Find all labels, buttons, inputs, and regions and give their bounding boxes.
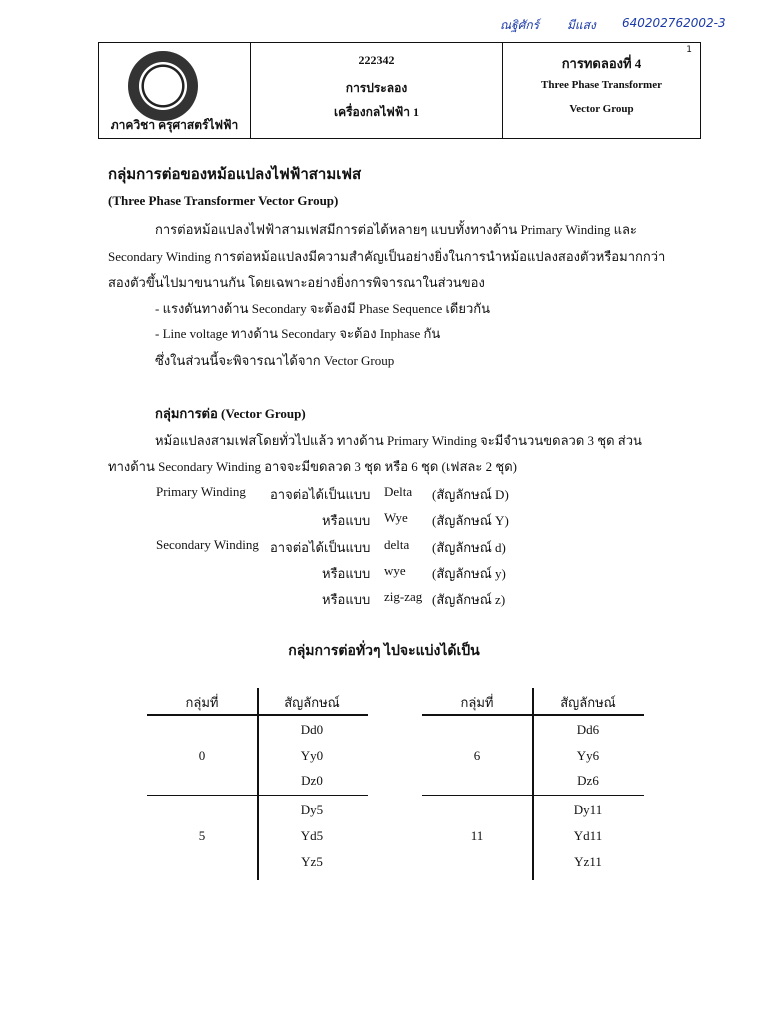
left-symbol-yy0: Yy0 (300, 748, 324, 763)
left-symbol-dd0: Dd0 (300, 722, 324, 737)
secondary-can-be: อาจต่อได้เป็นแบบ (270, 540, 371, 555)
right-symbol-yy6: Yy6 (576, 748, 600, 763)
primary-winding-label: Primary Winding (156, 484, 246, 499)
secondary-type-delta: delta (384, 537, 410, 552)
section1-para-line2: Secondary Winding การต่อหม้อแปลงมีความสำคัญเป็นอย่างยิ่งในการนำหม้อแปลงสองตัวหรือมากกว่า (108, 249, 666, 264)
groups-title: กลุ่มการต่อทั่วๆ ไปจะแบ่งได้เป็น (288, 644, 480, 659)
handwritten-name: ณฐิศักร์ (500, 18, 540, 32)
left-symbol-yd5: Yd5 (300, 828, 324, 843)
right-symbol-yz11: Yz11 (574, 854, 602, 869)
right-symbol-dz6: Dz6 (577, 773, 599, 788)
handwritten-student-id: 640202762002-3 (622, 16, 726, 30)
secondary-type-zigzag: zig-zag (384, 589, 423, 604)
right-group-6: 6 (473, 748, 481, 763)
primary-type-delta: Delta (384, 484, 413, 499)
course-line1: การประลอง (345, 81, 408, 95)
left-symbol-dy5: Dy5 (300, 802, 324, 817)
section1-conclusion: ซึ่งในส่วนนี้จะพิจารณาได้จาก Vector Group (155, 353, 395, 368)
section1-title-th: กลุ่มการต่อของหม้อแปลงไฟฟ้าสามเฟส (108, 167, 362, 183)
page-number: 1 (686, 45, 692, 55)
secondary-symbol-d: (สัญลักษณ์ d) (432, 540, 506, 555)
department-label: ภาควิชา ครุศาสตร์ไฟฟ้า (110, 118, 239, 132)
left-col-symbol-header: สัญลักษณ์ (284, 695, 340, 710)
secondary-type-wye: wye (384, 563, 406, 578)
right-col-symbol-header: สัญลักษณ์ (560, 695, 616, 710)
right-symbol-dd6: Dd6 (576, 722, 600, 737)
right-symbol-dy11: Dy11 (573, 802, 603, 817)
secondary-or-2: หรือแบบ (322, 592, 371, 607)
primary-can-be: อาจต่อได้เป็นแบบ (270, 487, 371, 502)
primary-or: หรือแบบ (322, 513, 371, 528)
course-line2: เครื่องกลไฟฟ้า 1 (333, 105, 420, 119)
left-group-5: 5 (198, 828, 206, 843)
left-symbol-yz5: Yz5 (301, 854, 323, 869)
course-cell (251, 43, 503, 138)
section2-title: กลุ่มการต่อ (Vector Group) (155, 406, 306, 421)
section1-para-line3: สองตัวขึ้นไปมาขนานกัน โดยเฉพาะอย่างยิ่งการพิจารณาในส่วนของ (108, 275, 485, 290)
experiment-label: การทดลองที่ 4 (561, 56, 642, 71)
section1-para-line1: การต่อหม้อแปลงไฟฟ้าสามเฟสมีการต่อได้หลายๆ แบบทั้งทางด้าน Primary Winding และ (155, 222, 637, 237)
left-symbol-dz0: Dz0 (301, 773, 323, 788)
primary-type-wye: Wye (384, 510, 408, 525)
section2-para-line1: หม้อแปลงสามเฟสโดยทั่วไปแล้ว ทางด้าน Primary Winding จะมีจำนวนขดลวด 3 ชุด ส่วน (155, 433, 642, 448)
left-col-group-header: กลุ่มที่ (185, 695, 219, 710)
right-col-group-header: กลุ่มที่ (460, 695, 494, 710)
section1-bullet2: - Line voltage ทางด้าน Secondary จะต้อง Inphase กัน (155, 326, 441, 341)
secondary-symbol-z: (สัญลักษณ์ z) (432, 592, 506, 607)
secondary-symbol-y: (สัญลักษณ์ y) (432, 566, 506, 581)
secondary-or-1: หรือแบบ (322, 566, 371, 581)
section1-title-en: (Three Phase Transformer Vector Group) (108, 193, 339, 208)
header-table (98, 42, 701, 139)
experiment-cell (503, 43, 700, 138)
left-group-0: 0 (198, 748, 206, 763)
experiment-title: Three Phase Transformer (541, 79, 662, 91)
handwritten-surname: มีแสง (567, 18, 596, 32)
section1-bullet1: - แรงดันทางด้าน Secondary จะต้องมี Phase Sequence เดียวกัน (155, 301, 491, 316)
logo-cell (99, 43, 251, 138)
primary-symbol-y: (สัญลักษณ์ Y) (432, 513, 509, 528)
right-symbol-yd11: Yd11 (573, 828, 603, 843)
experiment-subtitle: Vector Group (569, 103, 634, 115)
secondary-winding-label: Secondary Winding (156, 537, 259, 552)
section2-para-line2: ทางด้าน Secondary Winding อาจจะมีขดลวด 3 ชุด หรือ 6 ชุด (เฟสละ 2 ชุด) (108, 459, 517, 474)
course-code: 222342 (358, 53, 395, 67)
right-group-11: 11 (470, 828, 484, 843)
university-seal-icon (128, 51, 198, 121)
primary-symbol-d: (สัญลักษณ์ D) (432, 487, 509, 502)
